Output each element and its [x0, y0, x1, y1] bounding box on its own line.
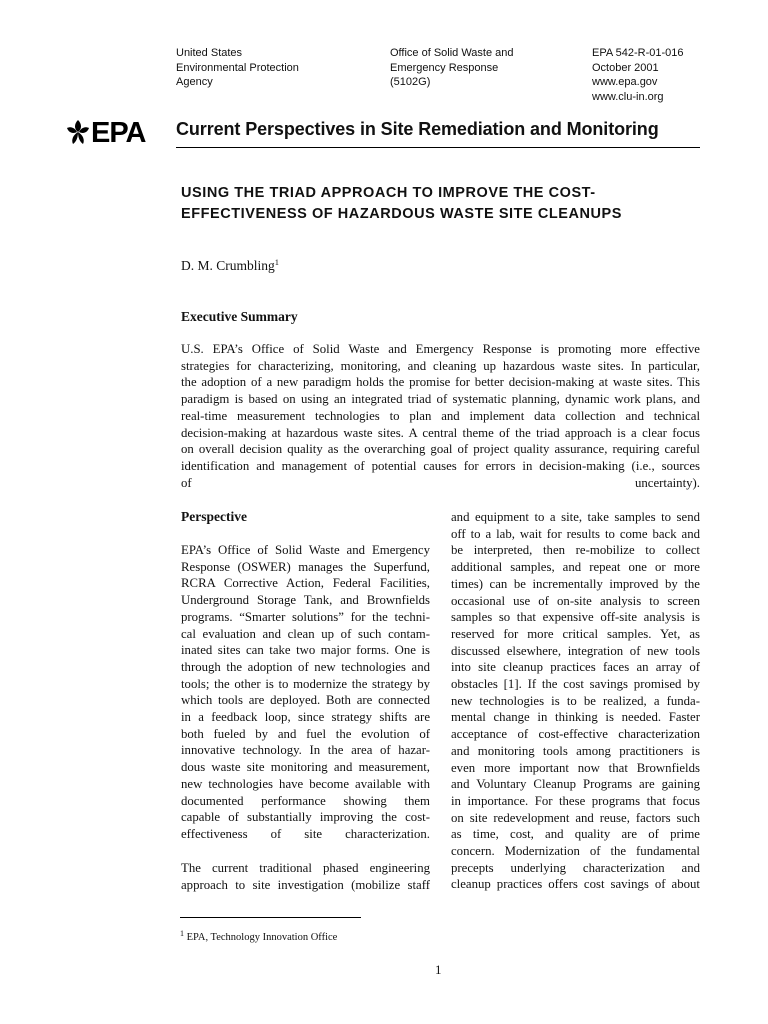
text-line: tools; the other is to modernize the strategy by: [181, 676, 430, 691]
text-line: mental change in thinking is needed. Faster: [451, 710, 700, 725]
epa-logo: [65, 115, 161, 149]
text-line: new technologies is to be realized, a funda-: [451, 693, 700, 708]
text-line: acceptance of cost-effective characterization: [451, 727, 700, 742]
text-line: the adoption of a new paradigm holds the promise for better decision-making at waste sites. This: [181, 375, 700, 390]
text-line: new technologies have become available with: [181, 776, 430, 791]
text-line: in importance. For these programs that focus: [451, 793, 700, 808]
text-line: in a feedback loop, since strategy shifts are: [181, 710, 430, 725]
doc-number: EPA 542-R-01-016: [592, 47, 684, 59]
series-title: Current Perspectives in Site Remediation and Monitoring: [176, 119, 659, 139]
text-line: U.S. EPA’s Office of Solid Waste and Emergency Response is promoting more effective: [181, 342, 700, 356]
executive-summary-heading: Executive Summary: [181, 309, 298, 324]
text-line: obstacles [1]. If the cost savings promised by: [451, 677, 700, 692]
footnote-marker: 1: [274, 257, 280, 267]
text-line: on site redevelopment and reuse, factors such: [451, 810, 700, 825]
perspective-paragraph-1: [181, 542, 430, 843]
document-reference: [592, 46, 684, 104]
website-link[interactable]: www.clu-in.org: [592, 90, 664, 103]
text-line: cleanup practices offers cost savings of about: [451, 877, 700, 892]
text-line: cal evaluation and clean up of such contam-: [181, 626, 430, 641]
text-line: as time, cost, and quality are of prime: [451, 827, 700, 842]
author: [181, 258, 279, 274]
text-line: and equipment to a site, take samples to send: [451, 510, 700, 524]
text-line: paradigm is based on using an integrated triad of systematic planning, dynamic work plans, and: [181, 392, 700, 407]
text-line: Underground Storage Tank, and Brownfields: [181, 593, 430, 608]
text-line: Response (OSWER) manages the Superfund,: [181, 559, 430, 574]
footnote-marker: 1: [180, 929, 184, 938]
executive-summary-body: [181, 341, 700, 491]
perspective-heading: Perspective: [181, 509, 247, 524]
text-line: into site cleanup practices faces an array of: [451, 660, 700, 675]
text-line: on overall decision quality as the overarching goal of project quality assurance, requiring careful: [181, 442, 700, 457]
website-link[interactable]: www.epa.gov: [592, 76, 658, 88]
office-line: (5102G): [390, 76, 431, 88]
document-title: [181, 183, 651, 225]
text-line: capable of substantially improving the cost-: [181, 810, 430, 825]
text-line: which tools are deployed. Both are connected: [181, 693, 430, 708]
office-line: Office of Solid Waste and: [390, 47, 514, 59]
text-line: samples so that expensive off-site analysis is: [451, 610, 700, 625]
text-line: be interpreted, then re-mobilize to collect: [451, 543, 700, 558]
text-line: RCRA Corrective Action, Federal Facilities,: [181, 576, 430, 591]
text-line: concern. Modernization of the fundamental: [451, 844, 700, 859]
text-line: documented performance showing them: [181, 793, 430, 808]
epa-logo-text: EPA: [91, 117, 146, 149]
text-line: programs. “Smarter solutions” for the techni-: [181, 609, 430, 624]
page-number: 1: [435, 962, 442, 977]
footnote-rule: [180, 917, 361, 918]
text-line: both fueled by and fuel the evolution of: [181, 726, 430, 741]
text-line: strategies for characterizing, monitoring, and cleaning up hazardous waste sites. In particular,: [181, 358, 700, 373]
author-name: D. M. Crumbling: [181, 258, 275, 273]
text-line: of uncertainty).: [181, 475, 700, 490]
doc-date: October 2001: [592, 61, 659, 74]
epa-flower-icon: [65, 115, 161, 149]
text-line: The current traditional phased engineering: [181, 861, 430, 875]
text-line: decision-making at hazardous waste sites. A central theme of the triad approach is a clear focus: [181, 425, 700, 440]
text-line: identification and management of potential causes for errors in decision-making (i.e., sources: [181, 458, 700, 473]
header-rule: [176, 147, 700, 148]
text-line: times) can be incrementally improved by the: [451, 576, 700, 591]
agency-line: Environmental Protection: [176, 61, 299, 74]
footnote: [180, 929, 338, 943]
agency-name: [176, 46, 299, 90]
title-line: EFFECTIVENESS OF HAZARDOUS WASTE SITE CLEANUPS: [181, 206, 622, 222]
text-line: approach to site investigation (mobilize staff: [181, 877, 430, 892]
title-line: USING THE TRIAD APPROACH TO IMPROVE THE COST-: [181, 185, 596, 201]
office-name: [390, 46, 514, 90]
text-line: innovative technology. In the area of hazar-: [181, 743, 430, 758]
text-line: effectiveness of site characterization.: [181, 826, 430, 841]
text-line: discussed elsewhere, integration of new tools: [451, 643, 700, 658]
text-line: real-time measurement technologies to plan and implement data collection and technical: [181, 408, 700, 423]
text-line: and monitoring tools among practitioners is: [451, 743, 700, 758]
text-line: dous waste site monitoring and measurement,: [181, 760, 430, 775]
text-line: even more important now that Brownfields: [451, 760, 700, 775]
text-line: EPA’s Office of Solid Waste and Emergency: [181, 543, 430, 557]
footnote-text: EPA, Technology Innovation Office: [186, 932, 338, 943]
text-line: occasional use of on-site analysis to screen: [451, 593, 700, 608]
text-line: reserved for more critical samples. Yet, as: [451, 626, 700, 641]
text-line: precepts underlying characterization and: [451, 860, 700, 875]
perspective-right-column: [451, 509, 700, 893]
perspective-paragraph-2: [181, 860, 430, 893]
text-line: inated sites can take two major forms. One is: [181, 643, 430, 658]
text-line: additional samples, and repeat one or more: [451, 560, 700, 575]
text-line: off to a lab, wait for results to come back and: [451, 526, 700, 541]
text-line: and Voluntary Cleanup Programs are gaining: [451, 777, 700, 792]
text-line: through the adoption of new technologies and: [181, 659, 430, 674]
agency-line: Agency: [176, 76, 213, 88]
agency-line: United States: [176, 47, 243, 59]
office-line: Emergency Response: [390, 61, 499, 74]
